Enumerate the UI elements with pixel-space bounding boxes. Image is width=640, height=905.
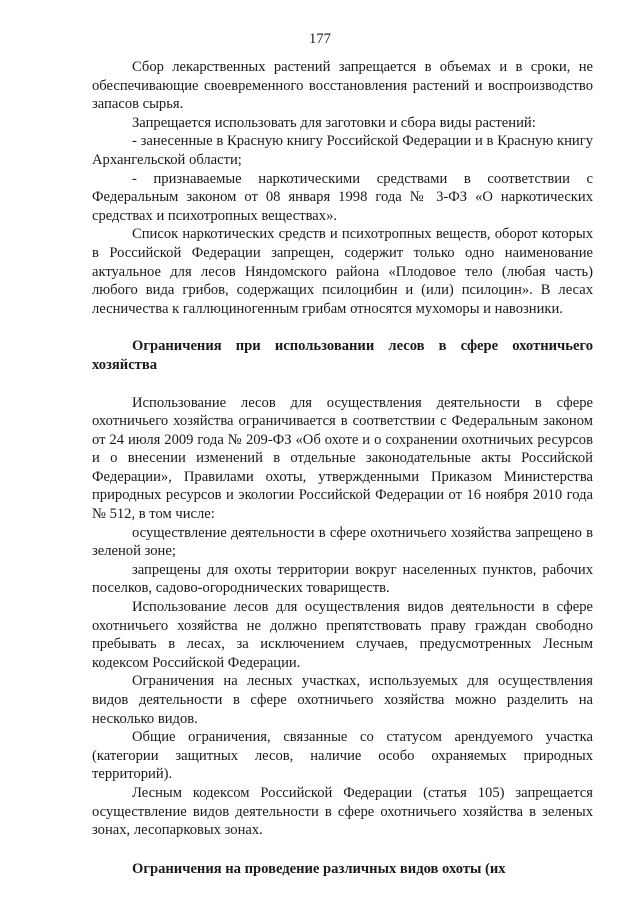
paragraph: запрещены для охоты территории вокруг населенных пунктов, рабочих поселков, садово-огороднических товариществ. [92, 561, 593, 597]
paragraph: осуществление деятельности в сфере охотничьего хозяйства запрещено в зеленой зоне; [92, 524, 593, 560]
list-item: - занесенные в Красную книгу Российской Федерации и в Красную книгу Архангельской области; [92, 133, 593, 168]
paragraph: Общие ограничения, связанные со статусом арендуемого участка (категории защитных лесов, наличие особо охраняемых природных территорий). [92, 729, 593, 783]
paragraph: Запрещается использовать для заготовки и сбора виды растений: [132, 114, 536, 131]
section-heading-hunting-types: Ограничения на проведение различных видов охоты (их [132, 860, 506, 877]
list-item: - признаваемые наркотическими средствами в соответствии с Федеральным законом от 08 января 1998 года № 3-ФЗ «О наркотических средствах и психотропных веществах». [92, 170, 593, 224]
paragraph: Ограничения на лесных участках, используемых для осуществления видов деятельности в сфере охотничьего хозяйства можно разделить на несколько видов. [92, 673, 593, 727]
page-number: 177 [309, 31, 331, 47]
paragraph: Список наркотических средств и психотропных веществ, оборот которых в Российской Федерации запрещен, содержит только одно наименование актуальное для лесов Няндомского района «Плодовое тело (любая часть) любого вида грибов, содержащих псилоцибин и (или) псилоцин». В лесах лесничества к галлюциногенным грибам относятся мухоморы и навозники. [92, 226, 593, 317]
section-heading-hunting: Ограничения при использовании лесов в сфере охотничьего хозяйства [92, 338, 593, 373]
page-content [92, 58, 593, 878]
paragraph: Лесным кодексом Российской Федерации (статья 105) запрещается осуществление видов деятельности в сфере охотничьего хозяйства в зеленых зонах, лесопарковых зонах. [92, 784, 593, 839]
paragraph: Использование лесов для осуществления видов деятельности в сфере охотничьего хозяйства не должно препятствовать праву граждан свободно пребывать в лесах, за исключением случаев, предусмотренных Лесным кодексом Российской Федерации. [92, 599, 593, 671]
paragraph: Использование лесов для осуществления деятельности в сфере охотничьего хозяйства ограничивается в соответствии с Федеральным законом от 24 июля 2009 года № 209-ФЗ «Об охоте и о сохранении охотничьих ресурсов и о внесении изменений в отдельные законодательные акты Российской Федерации», Правилами охоты, утвержденными Приказом Министерства природных ресурсов и экологии Российской Федерации от 16 ноября 2010 года № 512, в том числе: [92, 394, 593, 523]
paragraph: Сбор лекарственных растений запрещается в объемах и в сроки, не обеспечивающие своевременного восстановления растений и воспроизводство запасов сырья. [92, 59, 593, 113]
